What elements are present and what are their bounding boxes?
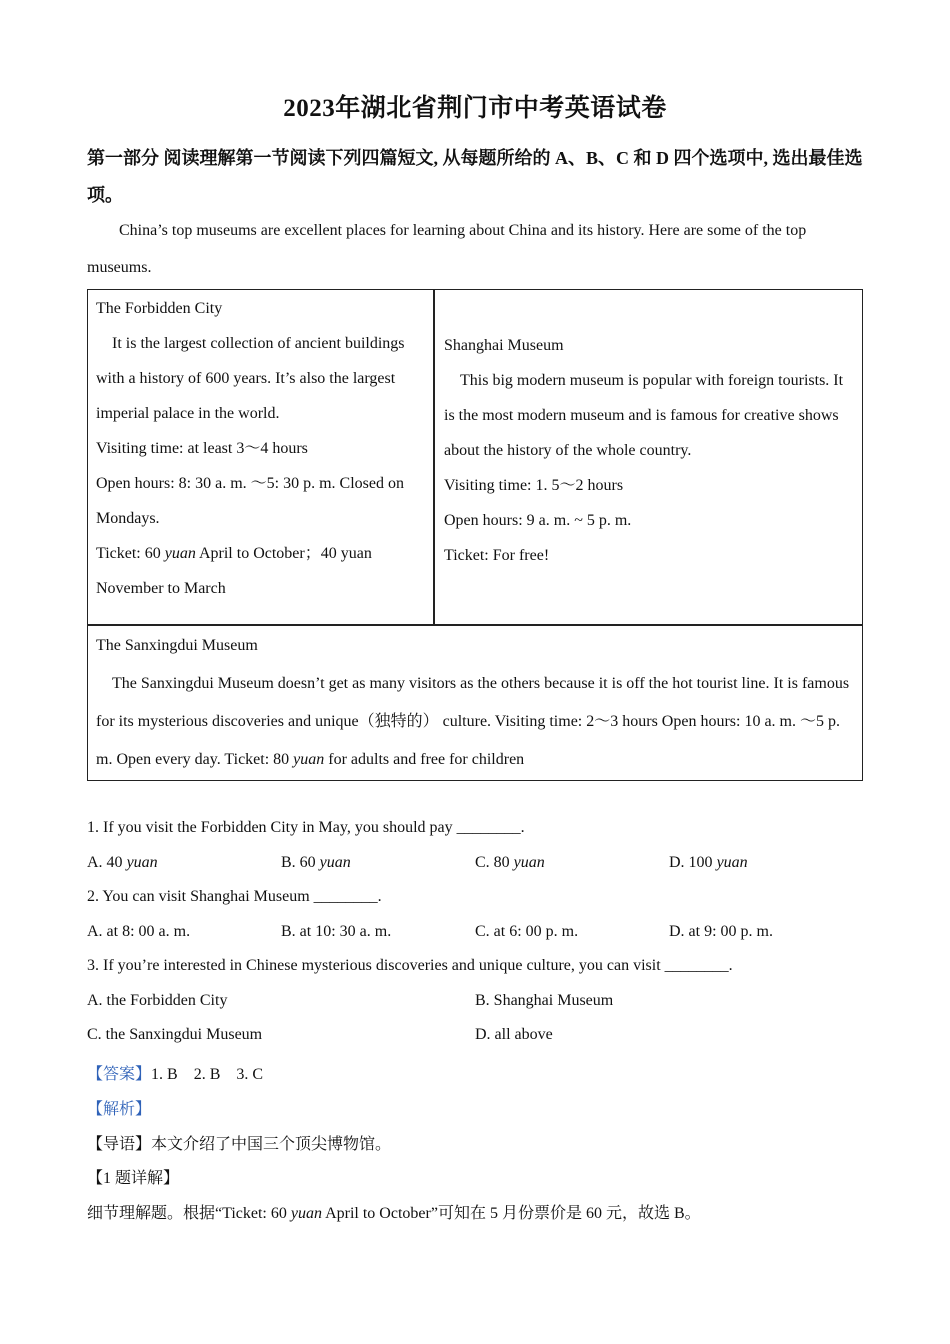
q1-option-c[interactable]: C. 80 yuan bbox=[475, 854, 545, 871]
forbidden-city-ticket: Ticket: 60 yuan April to October；40 yuan November to March bbox=[96, 545, 372, 597]
question-3: 3. If you’re interested in Chinese mysterious discoveries and unique culture, you can visit ________. bbox=[87, 957, 733, 974]
guide-text: 【导语】本文介绍了中国三个顶尖博物馆。 bbox=[87, 1136, 392, 1153]
forbidden-city-desc: It is the largest collection of ancient buildings with a history of 600 years. It’s also the largest imperial palace in the world. bbox=[96, 335, 405, 422]
shanghai-cell bbox=[444, 328, 856, 573]
passage-intro: China’s top museums are excellent places for learning about China and its history. Here are some of the top museums. bbox=[87, 222, 807, 276]
forbidden-city-open: Open hours: 8: 30 a. m. ～5: 30 p. m. Closed on Mondays. bbox=[96, 475, 404, 527]
answer-line bbox=[87, 1061, 263, 1084]
analysis-label: 【解析】 bbox=[87, 1101, 152, 1118]
detail-label: 【1 题详解】 bbox=[87, 1170, 180, 1187]
sanxingdui-cell bbox=[96, 627, 856, 779]
q1-option-b[interactable]: B. 60 yuan bbox=[281, 854, 351, 871]
forbidden-city-cell bbox=[96, 291, 426, 606]
q3-option-d[interactable]: D. all above bbox=[475, 1026, 553, 1043]
sanxingdui-desc: The Sanxingdui Museum doesn’t get as many visitors as the others because it is off the hot tourist line. It is famous for its mysterious discoveries and unique（独特的） culture. Visiting time: 2～3 hours Open hours: 10 a. m. ～5 p. m. Open every day. Ticket: 80 yuan for adults and free for children bbox=[96, 675, 850, 768]
question-1: 1. If you visit the Forbidden City in May, you should pay ________. bbox=[87, 819, 525, 836]
forbidden-city-visiting: Visiting time: at least 3～4 hours bbox=[96, 440, 308, 457]
q1-option-a[interactable]: A. 40 yuan bbox=[87, 854, 158, 871]
answer-text: 1. B 2. B 3. C bbox=[151, 1066, 264, 1083]
shanghai-visiting: Visiting time: 1. 5～2 hours bbox=[444, 477, 624, 494]
q2-option-d[interactable]: D. at 9: 00 p. m. bbox=[669, 923, 773, 940]
shanghai-desc: This big modern museum is popular with foreign tourists. It is the most modern museum and is famous for creative shows about the history of the whole country. bbox=[444, 372, 844, 459]
section-instructions: 第一部分 阅读理解第一节阅读下列四篇短文, 从每题所给的 A、B、C 和 D 四个选项中, 选出最佳选项。 bbox=[87, 148, 863, 205]
q3-option-c[interactable]: C. the Sanxingdui Museum bbox=[87, 1026, 263, 1043]
answer-label: 【答案】 bbox=[87, 1066, 152, 1083]
q2-option-a[interactable]: A. at 8: 00 a. m. bbox=[87, 923, 191, 940]
q2-option-b[interactable]: B. at 10: 30 a. m. bbox=[281, 923, 392, 940]
q1-option-d[interactable]: D. 100 yuan bbox=[669, 854, 748, 871]
shanghai-name: Shanghai Museum bbox=[444, 337, 564, 354]
table-row-divider bbox=[87, 624, 863, 626]
q2-option-c[interactable]: C. at 6: 00 p. m. bbox=[475, 923, 579, 940]
shanghai-open: Open hours: 9 a. m. ~ 5 p. m. bbox=[444, 512, 632, 529]
forbidden-city-name: The Forbidden City bbox=[96, 300, 223, 317]
shanghai-ticket: Ticket: For free! bbox=[444, 547, 550, 564]
q3-option-a[interactable]: A. the Forbidden City bbox=[87, 992, 228, 1009]
sanxingdui-name: The Sanxingdui Museum bbox=[96, 637, 258, 654]
exam-title: 2023年湖北省荆门市中考英语试卷 bbox=[283, 95, 667, 122]
question-2: 2. You can visit Shanghai Museum ________. bbox=[87, 888, 382, 905]
table-column-divider bbox=[433, 289, 435, 625]
detail-text: 细节理解题。根据“Ticket: 60 yuan April to October”可知在 5 月份票价是 60 元，故选 B。 bbox=[87, 1205, 701, 1222]
q3-option-b[interactable]: B. Shanghai Museum bbox=[475, 992, 614, 1009]
